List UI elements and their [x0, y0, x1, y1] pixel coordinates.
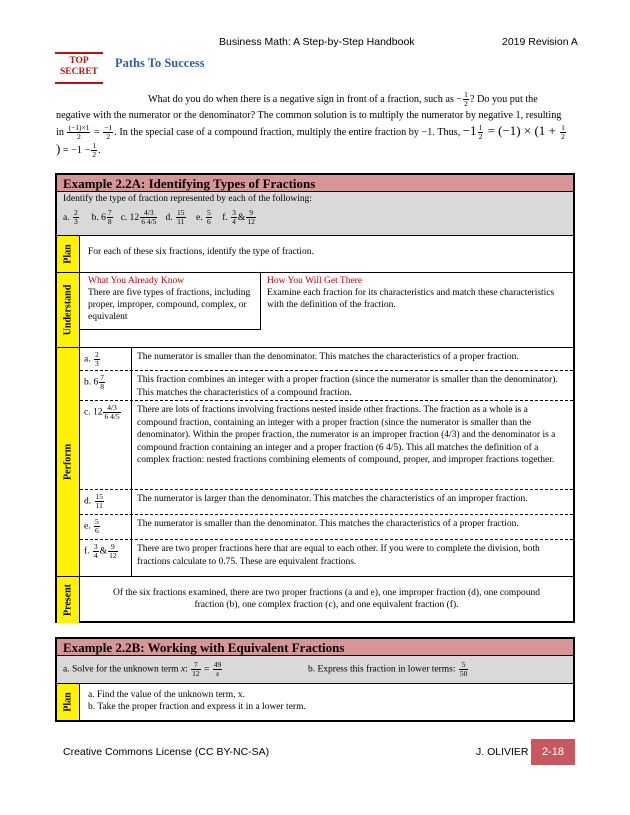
plan-row-a: Plan For each of these six fractions, identify the type of fraction. — [57, 236, 573, 273]
understand-label: Understand — [57, 273, 80, 347]
example-b-title: Example 2.2B: Working with Equivalent Fractions — [57, 639, 573, 656]
understand-row — [57, 273, 573, 348]
paths-title: Paths To Success — [115, 56, 205, 70]
perform-e: e. $\frac{5}{6}$ The numerator is smaller than the denominator. This matches the characteristics of a proper fraction. — [80, 515, 573, 540]
perform-d: d. $\frac{15}{11}$ The numerator is larger than the denominator. This matches the characteristics of an improper fraction. — [80, 490, 573, 515]
there-heading: How You Will Get There — [267, 276, 363, 286]
present-label: Present — [57, 577, 80, 623]
plan-label: Plan — [57, 236, 80, 272]
perform-a: a. $\frac{2}{3}$ The numerator is smaller than the denominator. This matches the characteristics of a proper fraction. — [80, 348, 573, 371]
example-a-title: Example 2.2A: Identifying Types of Fractions — [57, 175, 573, 192]
item-c: c. 12 $\frac{4/3}{6 4/5}$ — [120, 208, 157, 226]
item-e: e. $\frac{5}{6}$ — [196, 208, 211, 226]
know-text: There are five types of fractions, including proper, improper, compound, complex, or equivalent — [88, 288, 251, 322]
perform-row — [57, 348, 573, 577]
page-number: 2-18 — [531, 739, 575, 765]
item-b: b. 6 $\frac{7}{8}$ — [91, 208, 112, 226]
know-heading: What You Already Know — [88, 276, 185, 286]
present-row: Present Of the six fractions examined, there are two proper fractions (a and e), one improper fraction (d), one compound fraction (b), one complex fraction (c), and one equivalent fraction (f). — [57, 577, 573, 623]
plan-label-b: Plan — [57, 684, 80, 720]
footer-author: J. OLIVIER — [476, 746, 529, 758]
intro-paragraph: What do you do when there is a negative sign in front of a fraction, such as − $\frac{1}{2}$ ? Do you put the negative with the numerator or the denominator? The common solution is to multiply the numerator by negative 1, resulting in $\frac{(-1)\times 1}{2}$ = $\frac{-1}{2}$ . In the special case of a compound fraction, multiply the entire fraction by −1. Thus, −1 $\frac{1}{2}$ = (−1) × (1 + $\frac{1}{2}$ ) = −1 − $\frac{1}{2}$ . — [56, 90, 565, 160]
item-a: a. $\frac{2}{3}$ — [63, 208, 78, 226]
perform-c: c. 12 $\frac{4/3}{6 4/5}$ There are lots of fractions involving fractions nested inside other fractions. The fraction as a whole is a compound fraction, containing an integer with a proper fraction (since the numerator is smaller than the denominator). Within the proper fraction, the numerator is an improper fraction (4/3) and the denominator is a compound fraction containing an integer and a proper fraction (6 4/5). This all matches the definition of a complex fraction: nested fractions combining elements of compound, proper, and improper fractions together. — [80, 401, 573, 490]
plan-row-b: Plan a. Find the value of the unknown term, x. b. Take the proper fraction and express it in a lower term. — [57, 684, 573, 720]
example-2-2b — [55, 637, 575, 722]
there-text: Examine each fraction for its characteristics and match these characteristics with the definition of the fraction. — [267, 288, 555, 310]
item-d: d. $\frac{15}{11}$ — [165, 208, 185, 226]
item-f: f. $\frac{3}{4}$ & $\frac{9}{12}$ — [222, 208, 255, 226]
example-b-question: a. Solve for the unknown term x: $\frac{7}{12}$ = $\frac{49}{x}$ b. Express this fraction in lower terms: $\frac{5}{50}$ — [57, 656, 573, 684]
perform-b: b. 6 $\frac{7}{8}$ This fraction combines an integer with a proper fraction (since the numerator is smaller than the denominator). This matches the characteristics of a compound fraction. — [80, 371, 573, 401]
perform-label: Perform — [57, 348, 80, 576]
example-2-2a — [55, 173, 575, 623]
top-secret-badge: TOP SECRET — [55, 52, 103, 84]
footer-license: Creative Commons License (CC BY-NC-SA) — [63, 746, 270, 758]
perform-f: f. $\frac{3}{4}$ & $\frac{9}{12}$ There are two proper fractions here that are equal to each other. If you were to complete the division, both fractions calculate to 0.75. These are equivalent fractions. — [80, 540, 573, 576]
header-revision: 2019 Revision A — [502, 36, 578, 48]
header-title: Business Math: A Step-by-Step Handbook — [219, 36, 415, 48]
example-a-question: Identify the type of fraction represented by each of the following: a. $\frac{2}{3}$ b. 6 $\frac{7}{8}$ c. 12 $\frac{4/3}{6 4/5}$ d. $\frac{15}{11}$ e. $\frac{5}{6}$ f. $\frac{3}{4}$ & $\frac{9}{12}$ — [57, 192, 573, 236]
